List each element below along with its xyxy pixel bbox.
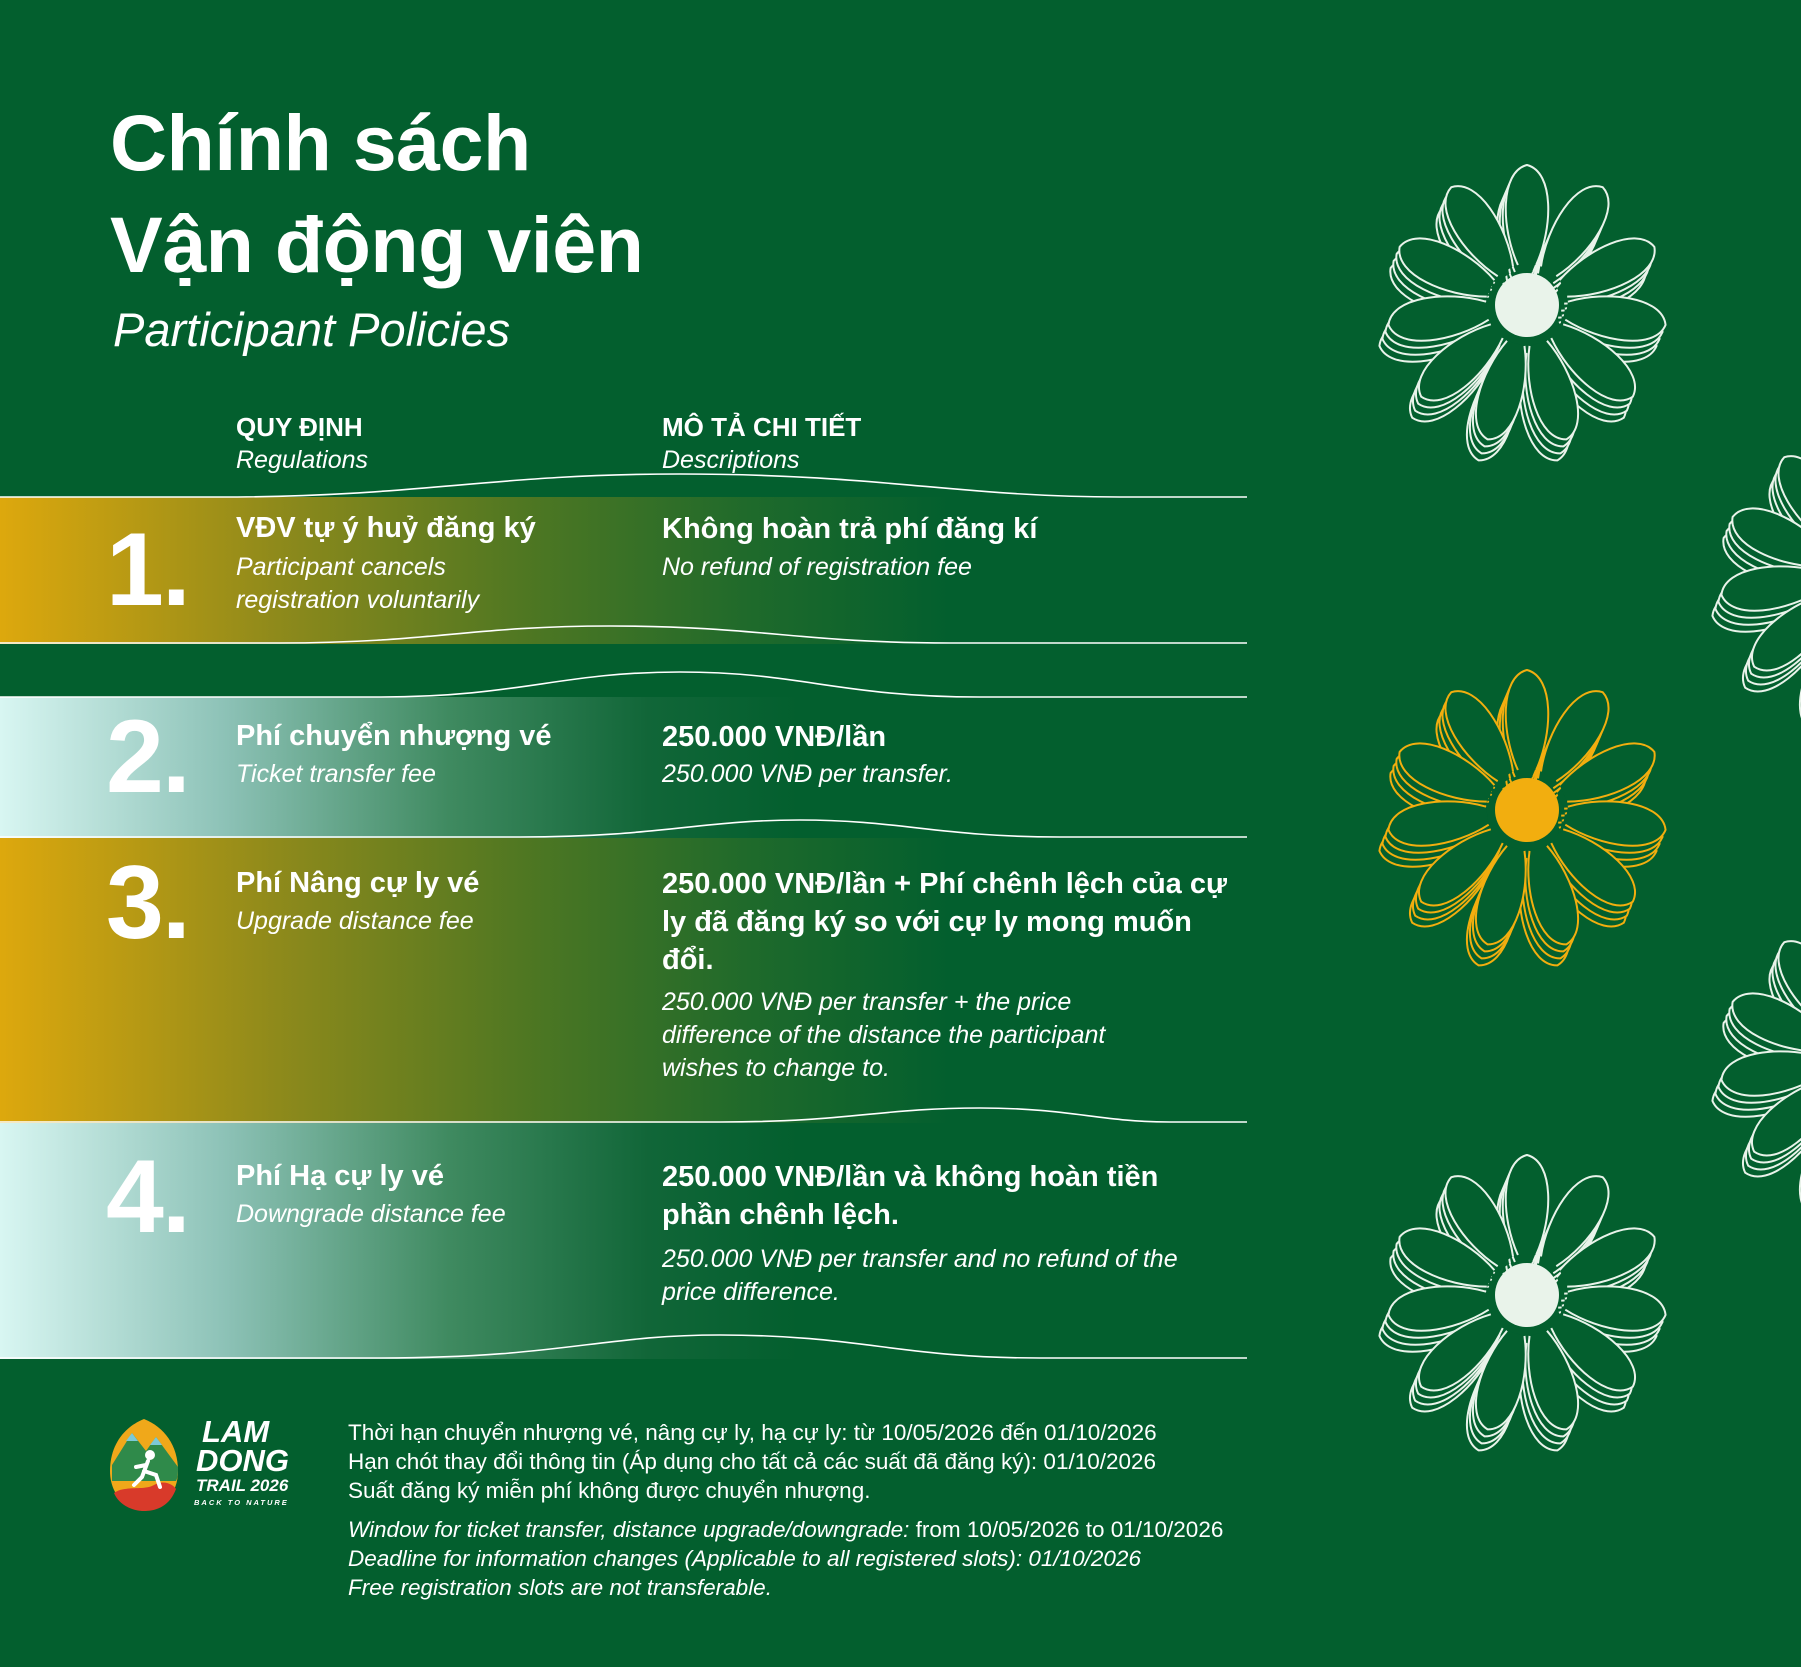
logo-tagline: BACK TO NATURE: [194, 1498, 289, 1507]
daisy-flower-partial-icon: [1690, 880, 1801, 1240]
policy-description-vi: Không hoàn trả phí đăng kí: [662, 513, 1038, 545]
policy-number: 3.: [106, 845, 189, 961]
policy-number: 4.: [106, 1139, 189, 1255]
daisy-flower-icon: [1357, 630, 1697, 990]
page-subtitle: Participant Policies: [113, 303, 511, 356]
logo-text-trail: TRAIL 2026: [196, 1476, 289, 1495]
policy-regulation-en: Downgrade distance fee: [236, 1200, 506, 1228]
flower-petals: [1709, 920, 1801, 1221]
footer-en-line-3: Free registration slots are not transferable.: [348, 1575, 772, 1600]
flower-petals: [1709, 435, 1801, 736]
column-heading-descriptions: [662, 411, 861, 477]
footer-notes-en: [348, 1515, 1398, 1602]
divider-line: [0, 468, 1247, 498]
footer-en-window-dates: from 10/05/2026 to 01/10/2026: [915, 1517, 1224, 1542]
footer-en-window-label: Window for ticket transfer, distance upgrade/downgrade:: [348, 1517, 916, 1542]
policy-regulation-vi: Phí Hạ cự ly vé: [236, 1160, 444, 1192]
daisy-flower-icon: [1357, 1115, 1697, 1475]
flower-centre: [1495, 273, 1559, 337]
flower-centre: [1495, 778, 1559, 842]
logo-text-dong: DONG: [196, 1443, 289, 1478]
divider-line: [0, 1329, 1247, 1359]
column-heading-regulations: [236, 411, 368, 477]
mountain-runner-icon: [104, 1415, 184, 1515]
page-title: [110, 92, 643, 296]
policy-regulation-vi: Phí chuyển nhượng vé: [236, 720, 552, 752]
policy-description-en: 250.000 VNĐ per transfer.: [662, 760, 953, 788]
policy-description-en: No refund of registration fee: [662, 553, 972, 581]
policy-regulation-en: Participant cancels registration voluntarily: [236, 553, 480, 614]
policy-description-vi: 250.000 VNĐ/lần và không hoàn tiền phần chênh lệch.: [662, 1161, 1159, 1231]
policy-number: 2.: [106, 699, 189, 815]
column-heading-en: Regulations: [236, 446, 369, 474]
column-heading-en: Descriptions: [662, 446, 800, 474]
divider-line: [0, 668, 1247, 698]
daisy-flower-icon: [1357, 125, 1697, 485]
footer-en-line-1: [348, 1515, 1398, 1544]
lam-dong-trail-logo: [104, 1415, 319, 1515]
policy-description-en: 250.000 VNĐ per transfer + the price difference of the distance the participant wishes to change to.: [662, 988, 1106, 1082]
footer-notes-vi: Thời hạn chuyển nhượng vé, nâng cự ly, hạ cự ly: từ 10/05/2026 đến 01/10/2026 Hạn chót thay đổi thông tin (Áp dụng cho tất cả các suất đã đăng ký): 01/10/2026 Suất đăng ký miễn phí không được chuyển nhượng.: [348, 1420, 1157, 1503]
policy-description-en: 250.000 VNĐ per transfer and no refund of the price difference.: [662, 1245, 1178, 1306]
daisy-flower-partial-icon: [1690, 395, 1801, 755]
logo-text-lam: LAM: [202, 1414, 270, 1449]
policy-description-vi: 250.000 VNĐ/lần + Phí chênh lệch của cự ly đã đăng ký so với cự ly mong muốn đổi.: [662, 868, 1227, 976]
flower-centre: [1495, 1263, 1559, 1327]
policy-regulation-vi: Phí Nâng cự ly vé: [236, 867, 480, 899]
title-line-1: Chính sách: [110, 98, 531, 187]
title-line-2: Vận động viên: [110, 200, 644, 289]
policy-number: 1.: [106, 512, 189, 628]
policy-regulation-en: Upgrade distance fee: [236, 907, 474, 935]
column-heading-vi: MÔ TẢ CHI TIẾT: [662, 412, 862, 442]
column-heading-vi: QUY ĐỊNH: [236, 412, 363, 442]
divider-line: [0, 1093, 1247, 1123]
policy-regulation-vi: VĐV tự ý huỷ đăng ký: [236, 512, 536, 544]
footer-en-line-2: Deadline for information changes (Applicable to all registered slots): 01/10/2026: [348, 1546, 1141, 1571]
policy-description-vi: 250.000 VNĐ/lần: [662, 721, 887, 753]
policy-regulation-en: Ticket transfer fee: [236, 760, 436, 788]
